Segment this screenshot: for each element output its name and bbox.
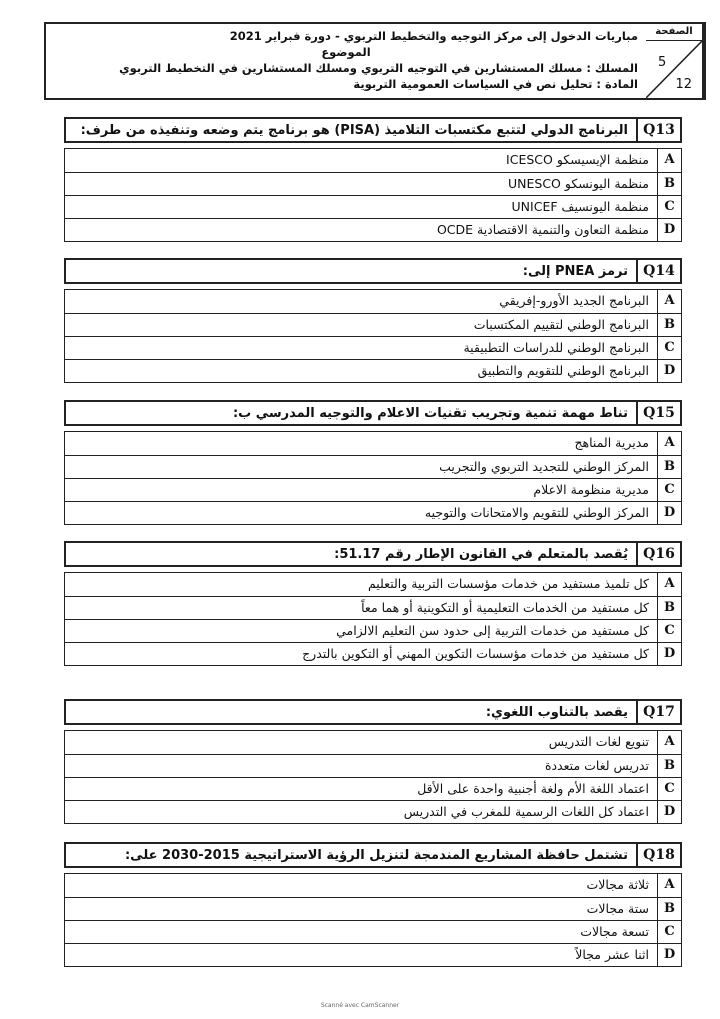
question-number: Q15	[636, 402, 680, 424]
options-table	[64, 289, 682, 383]
option-row[interactable]	[65, 313, 681, 336]
option-letter: C	[657, 196, 681, 218]
question-header	[64, 400, 682, 426]
question-number: Q17	[636, 701, 680, 723]
question-header	[64, 842, 682, 868]
option-letter: D	[657, 643, 681, 665]
option-row[interactable]	[65, 455, 681, 478]
option-letter: C	[657, 479, 681, 501]
question-text: تشتمل حافظة المشاريع المندمجة لتنزيل الرؤية الاستراتيجية 2015-2030 على:	[124, 848, 628, 863]
options-table	[64, 572, 682, 666]
option-text: البرنامج الوطني لتقييم المكتسبات	[473, 317, 649, 332]
option-text: اعتماد اللغة الأم ولغة أجنبية واحدة على الأقل	[417, 781, 649, 796]
page-indicator	[646, 24, 704, 98]
option-row[interactable]	[65, 290, 681, 313]
option-letter: A	[657, 573, 681, 596]
page-label: الصفحة	[646, 24, 702, 41]
options-table	[64, 431, 682, 525]
option-letter: C	[657, 620, 681, 642]
option-text: تنويع لغات التدريس	[548, 734, 649, 749]
option-text: المركز الوطني للتجديد التربوي والتجريب	[439, 459, 649, 474]
option-letter: D	[657, 944, 681, 966]
option-row[interactable]	[65, 478, 681, 501]
option-text: منظمة اليونسيف UNICEF	[511, 199, 649, 214]
option-letter: D	[657, 502, 681, 524]
option-letter: B	[657, 173, 681, 195]
option-text: تدريس لغات متعددة	[544, 758, 649, 773]
option-text: كل مستفيد من الخدمات التعليمية أو التكوينية أو هما معاً	[361, 600, 649, 615]
subject-line: المادة : تحليل نص في السياسات العمومية التربوية	[353, 77, 638, 91]
option-row[interactable]	[65, 195, 681, 218]
option-letter: C	[657, 337, 681, 359]
page-total: 12	[675, 77, 692, 92]
option-text: كل تلميذ مستفيد من خدمات مؤسسات التربية والتعليم	[367, 576, 649, 591]
subject-label: الموضوع	[321, 45, 371, 59]
option-row[interactable]	[65, 920, 681, 943]
question-block	[64, 258, 682, 383]
option-text: اعتماد كل اللغات الرسمية للمغرب في التدريس	[403, 804, 649, 819]
question-text: يقصد بالتناوب اللغوي:	[485, 705, 628, 720]
option-letter: A	[657, 731, 681, 754]
question-number: Q14	[636, 260, 680, 282]
option-letter: A	[657, 290, 681, 313]
option-text: منظمة الإيسيسكو ICESCO	[506, 152, 649, 167]
question-header	[64, 541, 682, 567]
option-text: منظمة اليونسكو UNESCO	[507, 176, 649, 191]
options-table	[64, 148, 682, 242]
option-text: اثنا عشر مجالاً	[575, 947, 649, 962]
question-text: ترمز PNEA إلى:	[522, 264, 628, 279]
header-info	[46, 24, 646, 98]
option-text: البرنامج الوطني للتقويم والتطبيق	[477, 363, 649, 378]
option-letter: A	[657, 874, 681, 897]
option-text: مديرية منظومة الاعلام	[533, 482, 649, 497]
option-letter: D	[657, 360, 681, 382]
option-letter: B	[657, 456, 681, 478]
question-block	[64, 400, 682, 525]
option-row[interactable]	[65, 619, 681, 642]
question-block	[64, 699, 682, 824]
option-text: تسعة مجالات	[580, 924, 649, 939]
option-text: المركز الوطني للتقويم والامتحانات والتوجيه	[424, 505, 649, 520]
option-row[interactable]	[65, 596, 681, 619]
option-row[interactable]	[65, 359, 681, 382]
question-number: Q16	[636, 543, 680, 565]
options-table	[64, 873, 682, 967]
options-table	[64, 730, 682, 824]
option-letter: C	[657, 921, 681, 943]
option-letter: B	[657, 597, 681, 619]
option-letter: A	[657, 149, 681, 172]
option-row[interactable]	[65, 336, 681, 359]
option-text: منظمة التعاون والتنمية الاقتصادية OCDE	[436, 222, 649, 237]
option-row[interactable]	[65, 800, 681, 823]
option-row[interactable]	[65, 754, 681, 777]
scanner-watermark: Scanné avec CamScanner	[320, 1002, 400, 1009]
page-number-box	[646, 41, 702, 98]
option-row[interactable]	[65, 943, 681, 966]
question-header	[64, 699, 682, 725]
option-text: كل مستفيد من خدمات التربية إلى حدود سن التعليم الالزامي	[336, 623, 649, 638]
option-letter: B	[657, 898, 681, 920]
question-block	[64, 842, 682, 967]
option-row[interactable]	[65, 501, 681, 524]
question-header	[64, 117, 682, 143]
option-letter: B	[657, 755, 681, 777]
option-row[interactable]	[65, 218, 681, 241]
option-row[interactable]	[65, 432, 681, 455]
exam-header	[44, 22, 706, 100]
option-text: ثلاثة مجالات	[586, 877, 649, 892]
option-row[interactable]	[65, 777, 681, 800]
question-header	[64, 258, 682, 284]
question-number: Q13	[636, 119, 680, 141]
question-block	[64, 541, 682, 666]
diagonal-divider	[646, 41, 702, 98]
question-text: تناط مهمة تنمية وتجريب تقنيات الاعلام والتوجيه المدرسي ب:	[232, 406, 628, 421]
option-row[interactable]	[65, 731, 681, 754]
track-line: المسلك : مسلك المستشارين في التوجيه التربوي ومسلك المستشارين في التخطيط التربوي	[119, 61, 638, 75]
option-text: مديرية المناهج	[574, 435, 649, 450]
option-letter: C	[657, 778, 681, 800]
question-text: يُقصد بالمتعلم في القانون الإطار رقم 51.17:	[334, 547, 628, 562]
option-row[interactable]	[65, 573, 681, 596]
option-text: البرنامج الجديد الأورو-إفريقي	[499, 293, 649, 308]
question-number: Q18	[636, 844, 680, 866]
exam-title: مباريات الدخول إلى مركز التوجيه والتخطيط التربوي - دورة فبراير 2021	[229, 29, 638, 43]
option-row[interactable]	[65, 897, 681, 920]
option-letter: A	[657, 432, 681, 455]
option-text: البرنامج الوطني للدراسات التطبيقية	[463, 340, 649, 355]
option-row[interactable]	[65, 172, 681, 195]
option-letter: D	[657, 801, 681, 823]
option-row[interactable]	[65, 149, 681, 172]
option-text: ستة مجالات	[586, 901, 649, 916]
option-row[interactable]	[65, 874, 681, 897]
option-letter: D	[657, 219, 681, 241]
page-current: 5	[658, 55, 667, 70]
question-text: البرنامج الدولي لتتبع مكتسبات التلاميذ (PISA) هو برنامج يتم وضعه وتنفيذه من طرف:	[80, 123, 628, 138]
option-text: كل مستفيد من خدمات مؤسسات التكوين المهني أو التكوين بالتدرج	[302, 646, 649, 661]
option-letter: B	[657, 314, 681, 336]
question-block	[64, 117, 682, 242]
option-row[interactable]	[65, 642, 681, 665]
